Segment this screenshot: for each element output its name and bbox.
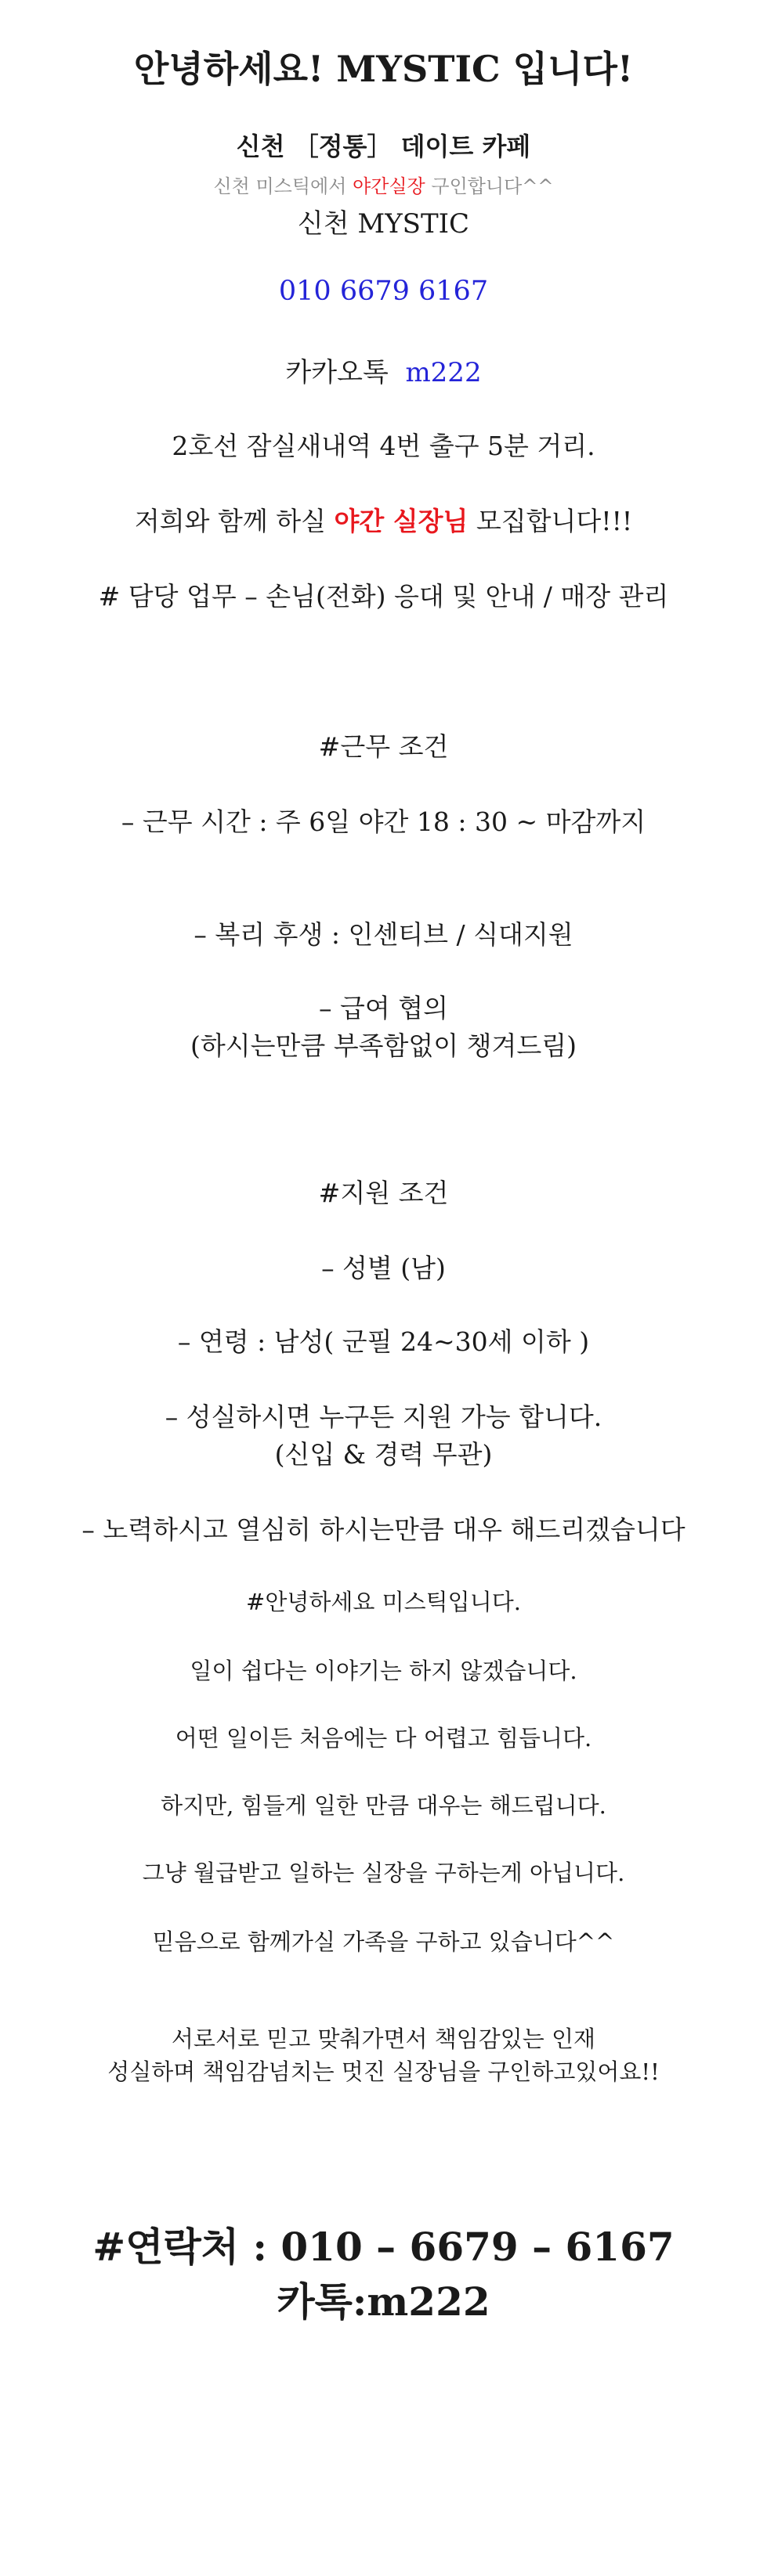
tagline-before: 신천 미스틱에서 xyxy=(213,175,353,197)
apply-reward: – 노력하시고 열심히 하시는만큼 대우 해드리겠습니다 xyxy=(81,1514,686,1545)
apply-gender: – 성별 (남) xyxy=(321,1253,446,1283)
recruit-before: 저희와 함께 하실 xyxy=(134,506,335,536)
message-line: 하지만, 힘들게 일한 만큼 대우는 해드립니다. xyxy=(161,1792,606,1819)
kakao-label: 카카오톡 xyxy=(285,357,389,388)
recruit-after: 모집합니다!!! xyxy=(468,506,633,536)
work-salary-note: (하시는만큼 부족함없이 챙겨드림) xyxy=(190,1030,577,1061)
phone-number[interactable]: 010 6679 6167 xyxy=(278,276,489,307)
message-line: 그냥 월급받고 일하는 실장을 구하는게 아닙니다. xyxy=(142,1860,625,1886)
contact-phone[interactable]: #연락처 : 010 – 6679 – 6167 xyxy=(92,2224,675,2270)
message-line: 어떤 일이든 처음에는 다 어렵고 힘듭니다. xyxy=(175,1725,592,1752)
apply-experience: (신입 & 경력 무관) xyxy=(274,1439,493,1470)
closing-line: 성실하며 책임감넘치는 멋진 실장님을 구인하고있어요!! xyxy=(107,2058,660,2085)
recruit-highlight: 야간 실장님 xyxy=(334,506,469,536)
contact-kakao[interactable]: 카톡:m222 xyxy=(277,2278,490,2325)
location-text: 2호선 잠실새내역 4번 출구 5분 거리. xyxy=(172,431,595,461)
apply-conditions-heading: #지원 조건 xyxy=(318,1178,449,1208)
message-line: 믿음으로 함께가실 가족을 구하고 있습니다^^ xyxy=(152,1928,615,1955)
kakao-line xyxy=(0,351,767,389)
subtitle: 신천 ［정통］ 데이트 카페 xyxy=(236,132,531,161)
recruit-line xyxy=(0,501,767,538)
brand-name: 신천 MYSTIC xyxy=(297,208,470,240)
apply-sincere: – 성실하시면 누구든 지원 가능 합니다. xyxy=(165,1402,602,1432)
closing-line: 서로서로 믿고 맞춰가면서 책임감있는 인재 xyxy=(171,2026,596,2052)
work-salary: – 급여 협의 xyxy=(319,993,448,1023)
duty-text: # 담당 업무 – 손님(전화) 응대 및 안내 / 매장 관리 xyxy=(98,581,669,612)
message-line: 일이 쉽다는 이야기는 하지 않겠습니다. xyxy=(190,1658,577,1684)
tagline-after: 구인합니다^^ xyxy=(425,175,554,197)
message-line: #안녕하세요 미스틱입니다. xyxy=(246,1589,521,1615)
kakao-id[interactable]: m222 xyxy=(405,357,482,388)
tagline xyxy=(0,171,767,198)
apply-age: – 연령 : 남성( 군필 24~30세 이하 ) xyxy=(177,1326,590,1357)
tagline-highlight: 야간실장 xyxy=(353,175,425,197)
work-conditions-heading: #근무 조건 xyxy=(318,731,449,762)
work-benefits: – 복리 후생 : 인센티브 / 식대지원 xyxy=(194,919,573,950)
page-title: 안녕하세요! MYSTIC 입니다! xyxy=(133,48,634,90)
work-hours: – 근무 시간 : 주 6일 야간 18 : 30 ~ 마감까지 xyxy=(121,806,646,837)
